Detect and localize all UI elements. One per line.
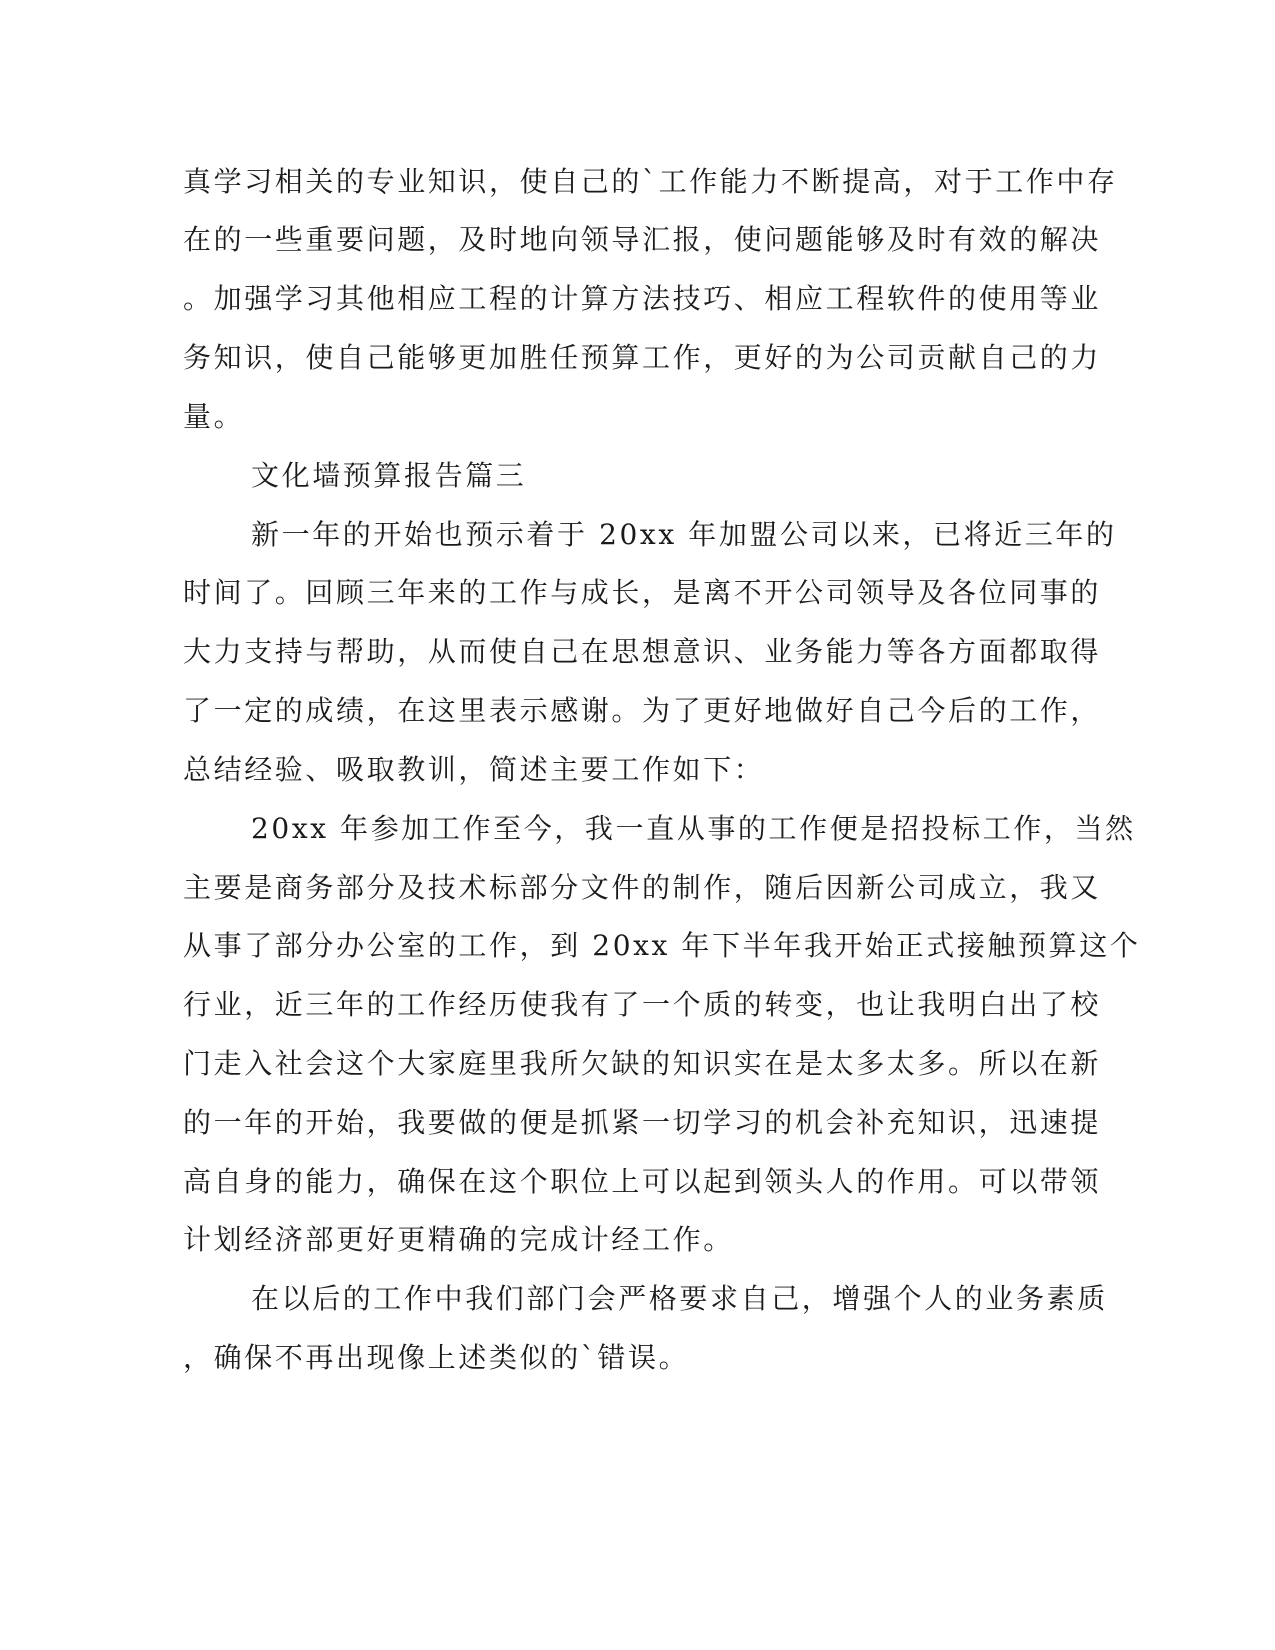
text-line: 主要是商务部分及技术标部分文件的制作，随后因新公司成立，我又	[183, 871, 1102, 904]
text-line: 从事了部分办公室的工作，到 20xx 年下半年我开始正式接触预算这个	[183, 929, 1141, 962]
text-line: 真学习相关的专业知识，使自己的`工作能力不断提高，对于工作中存	[183, 165, 1118, 198]
text-line: 门走入社会这个大家庭里我所欠缺的知识实在是太多太多。所以在新	[183, 1047, 1102, 1080]
section-heading: 文化墙预算报告篇三	[251, 459, 527, 492]
text-line: 大力支持与帮助，从而使自己在思想意识、业务能力等各方面都取得	[183, 635, 1102, 668]
text-line: 行业，近三年的工作经历使我有了一个质的转变，也让我明白出了校	[183, 988, 1102, 1021]
text-line: 了一定的成绩，在这里表示感谢。为了更好地做好自己今后的工作，	[183, 694, 1102, 727]
text-line: 的一年的开始，我要做的便是抓紧一切学习的机会补充知识，迅速提	[183, 1106, 1102, 1139]
text-line: 务知识，使自己能够更加胜任预算工作，更好的为公司贡献自己的力	[183, 341, 1102, 374]
text-line: 在以后的工作中我们部门会严格要求自己，增强个人的业务素质	[251, 1282, 1108, 1315]
text-line: ，确保不再出现像上述类似的`错误。	[183, 1341, 690, 1374]
text-line: 量。	[183, 400, 245, 433]
text-line: 总结经验、吸取教训，简述主要工作如下：	[183, 753, 765, 786]
text-line: 20xx 年参加工作至今，我一直从事的工作便是招投标工作，当然	[251, 812, 1136, 845]
text-line: 在的一些重要问题，及时地向领导汇报，使问题能够及时有效的解决	[183, 223, 1102, 256]
text-line: 新一年的开始也预示着于 20xx 年加盟公司以来，已将近三年的	[251, 518, 1117, 551]
text-line: 时间了。回顾三年来的工作与成长，是离不开公司领导及各位同事的	[183, 576, 1102, 609]
text-line: 。加强学习其他相应工程的计算方法技巧、相应工程软件的使用等业	[183, 282, 1102, 315]
text-line: 计划经济部更好更精确的完成计经工作。	[183, 1223, 734, 1256]
text-line: 高自身的能力，确保在这个职位上可以起到领头人的作用。可以带领	[183, 1165, 1102, 1198]
